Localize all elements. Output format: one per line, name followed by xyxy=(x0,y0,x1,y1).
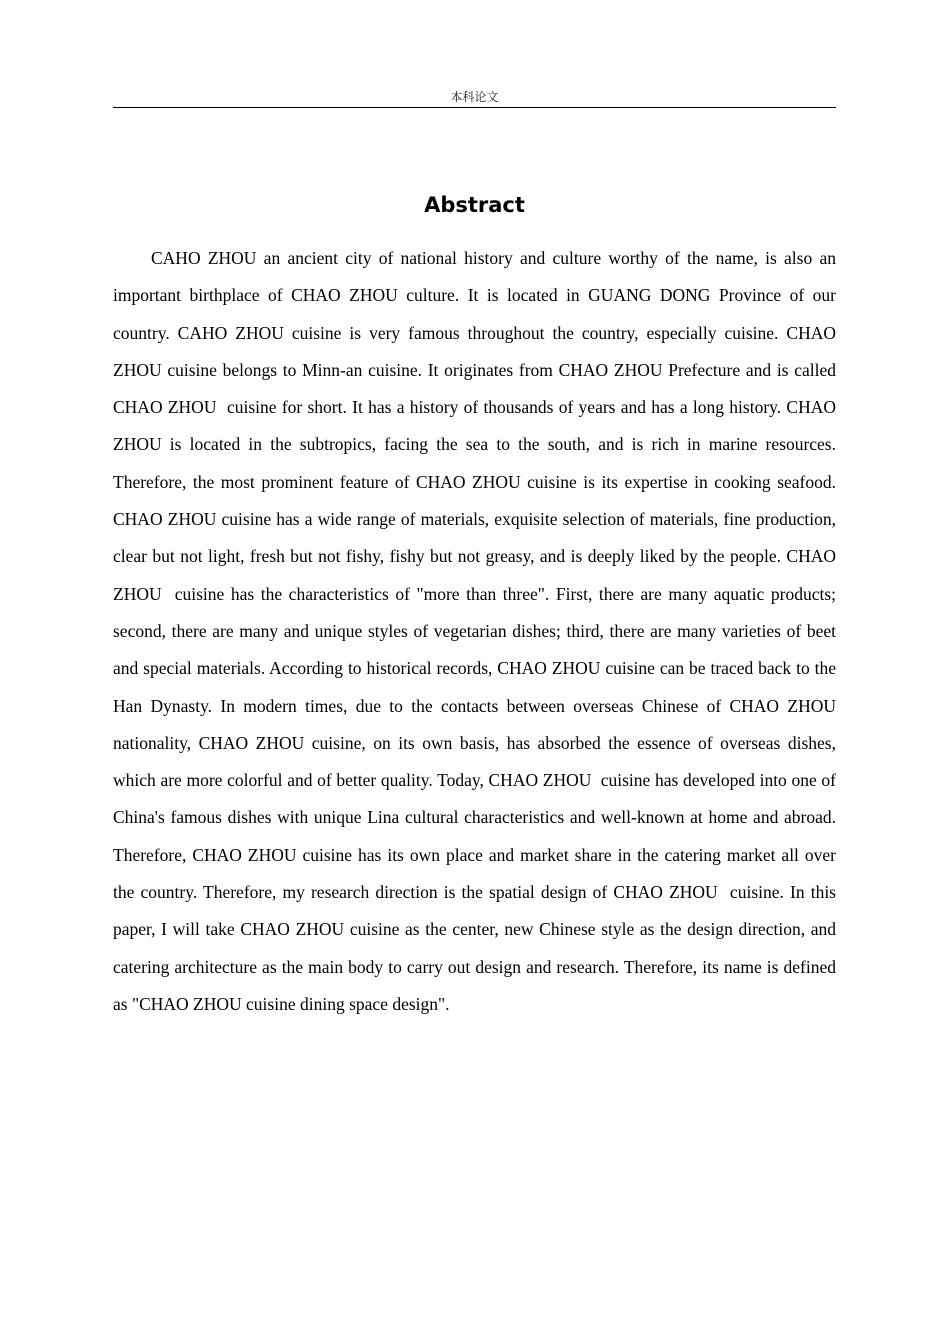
abstract-title: Abstract xyxy=(424,193,525,217)
page-header: 本科论文 xyxy=(113,88,836,108)
abstract-paragraph: CAHO ZHOU an ancient city of national history and culture worthy of the name, is also an important birthplace of CHAO ZHOU culture. It is located in GUANG DONG Province of our country. CAHO ZHOU cuisine is very famous throughout the country, especially cuisine. CHAO ZHOU cuisine belongs to Minn-an cuisine. It originates from CHAO ZHOU Prefecture and is called CHAO ZHOU cuisine for short. It has a history of thousands of years and has a long history. CHAO ZHOU is located in the subtropics, facing the sea to the south, and is rich in marine resources. Therefore, the most prominent feature of CHAO ZHOU cuisine is its expertise in cooking seafood. CHAO ZHOU cuisine has a wide range of materials, exquisite selection of materials, fine production, clear but not light, fresh but not fishy, fishy but not greasy, and is deeply liked by the people. CHAO ZHOU cuisine has the characteristics of "more than three". First, there are many aquatic products; second, there are many and unique styles of vegetarian dishes; third, there are many varieties of beet and special materials. According to historical records, CHAO ZHOU cuisine can be traced back to the Han Dynasty. In modern times, due to the contacts between overseas Chinese of CHAO ZHOU nationality, CHAO ZHOU cuisine, on its own basis, has absorbed the essence of overseas dishes, which are more colorful and of better quality. Today, CHAO ZHOU cuisine has developed into one of China's famous dishes with unique Lina cultural characteristics and well-known at home and abroad. Therefore, CHAO ZHOU cuisine has its own place and market share in the catering market all over the country. Therefore, my research direction is the spatial design of CHAO ZHOU cuisine. In this paper, I will take CHAO ZHOU cuisine as the center, new Chinese style as the design direction, and catering architecture as the main body to carry out design and research. Therefore, its name is defined as "CHAO ZHOU cuisine dining space design". xyxy=(113,248,845,1014)
